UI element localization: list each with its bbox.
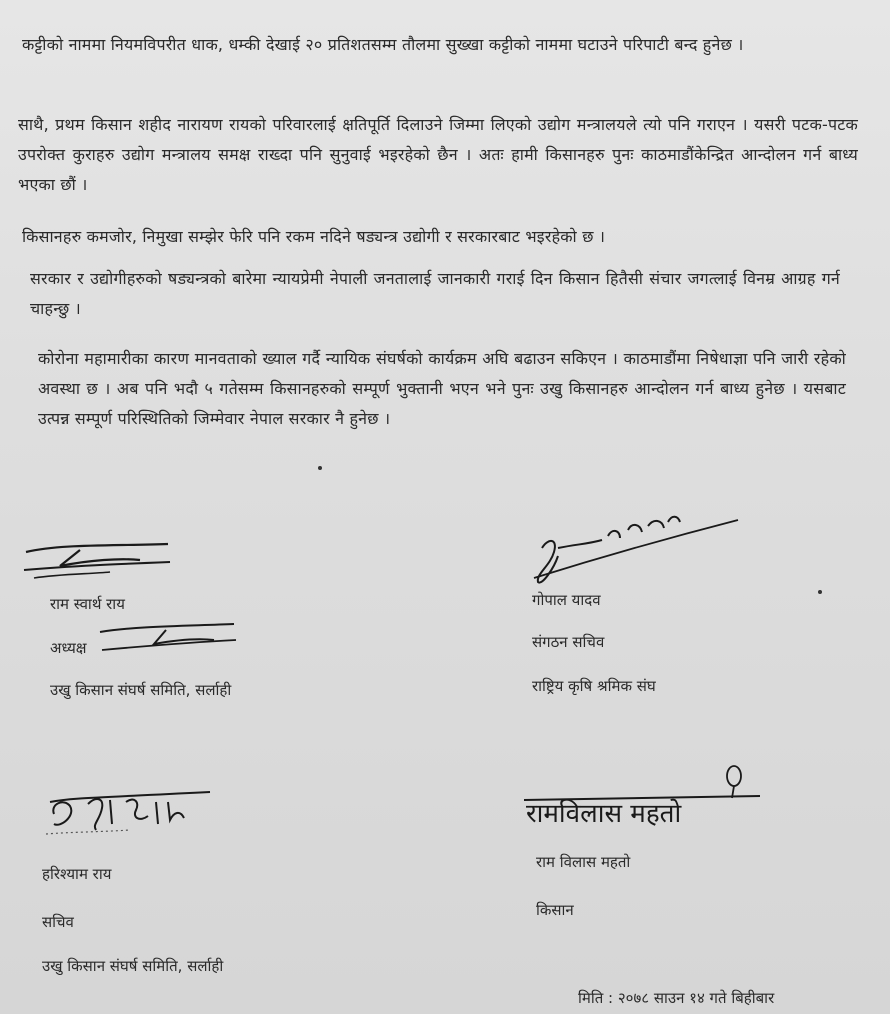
signature-left-top xyxy=(20,538,180,588)
signatory-position-farmer: किसान xyxy=(536,901,574,919)
signature-left-top-2 xyxy=(96,620,246,660)
signature-left-bottom xyxy=(40,784,220,844)
signatory-name-gopal: गोपाल यादव xyxy=(532,591,601,609)
signatory-position-secretary: सचिव xyxy=(42,913,74,931)
signatory-position-president: अध्यक्ष xyxy=(50,639,87,657)
paragraph-1: कट्टीको नाममा नियमविपरीत धाक, धम्की देखाई २० प्रतिशतसम्म तौलमा सुख्खा कट्टीको नाममा घटाउने परिपाटी बन्द हुनेछ । xyxy=(22,35,744,54)
paragraph-4: सरकार र उद्योगीहरुको षड्यन्त्रको बारेमा न्यायप्रेमी नेपाली जनतालाई जानकारी गराई दिन किसान हितैसी संचार जगत्लाई विनम्र आग्रह गर्न चाहन्छु । xyxy=(30,269,840,318)
signatory-name-ram-bilas: राम विलास महतो xyxy=(536,853,631,871)
signature-right-top xyxy=(528,508,748,588)
signatory-name-harishyam: हरिश्याम राय xyxy=(42,865,112,883)
ink-dot xyxy=(818,590,822,594)
signature-right-bottom xyxy=(520,762,770,832)
signatory-org-left-bottom: उखु किसान संघर्ष समिति, सर्लाही xyxy=(42,957,224,975)
signatory-position-org-secretary: संगठन सचिव xyxy=(532,633,605,651)
signatory-org-right-top: राष्ट्रिय कृषि श्रमिक संघ xyxy=(532,677,656,695)
paragraph-2: साथै, प्रथम किसान शहीद नारायण रायको परिवारलाई क्षतिपूर्ति दिलाउने जिम्मा लिएको उद्योग मन्त्रालयले त्यो पनि गराएन । यसरी पटक-पटक उपरोक्त कुराहरु उद्योग मन्त्रालय समक्ष राख्दा पनि सुनुवाई भइरहेको छैन । अतः हामी किसानहरु पुनः काठमाडौंकेन्द्रित आन्दोलन गर्न बाध्य भएका छौं । xyxy=(18,115,858,194)
signature-handwritten-text: रामविलास महतो xyxy=(526,799,682,829)
date-line: मिति : २०७८ साउन १४ गते बिहीबार xyxy=(578,989,775,1007)
signatory-org-left-top: उखु किसान संघर्ष समिति, सर्लाही xyxy=(50,681,232,699)
paragraph-5: कोरोना महामारीका कारण मानवताको ख्याल गर्दै न्यायिक संघर्षको कार्यक्रम अघि बढाउन सकिएन । काठमाडौंमा निषेधाज्ञा पनि जारी रहेको अवस्था छ । अब पनि भदौ ५ गतेसम्म किसानहरुको सम्पूर्ण भुक्तानी भएन भने पुनः उखु किसानहरु आन्दोलन गर्न बाध्य हुनेछ । यसबाट उत्पन्न सम्पूर्ण परिस्थितिको जिम्मेवार नेपाल सरकार नै हुनेछ । xyxy=(38,349,846,428)
paragraph-3: किसानहरु कमजोर, निमुखा सम्झेर फेरि पनि रकम नदिने षड्यन्त्र उद्योगी र सरकारबाट भइरहेको छ । xyxy=(22,227,606,246)
ink-dot xyxy=(318,466,322,470)
signatory-name-ram-swartha: राम स्वार्थ राय xyxy=(50,595,125,613)
